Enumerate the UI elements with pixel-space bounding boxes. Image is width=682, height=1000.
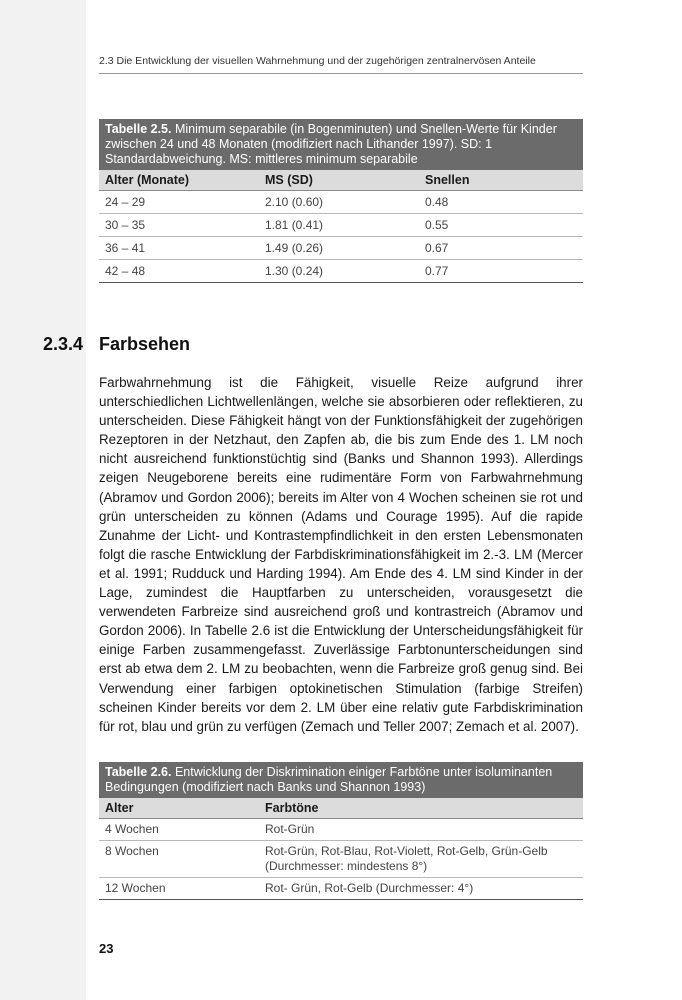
table-cell: Rot-Grün xyxy=(265,822,315,836)
column-header-farbtoene: Farbtöne xyxy=(265,801,319,815)
table-2-6 xyxy=(99,762,583,900)
table-cell: 30 – 35 xyxy=(105,218,146,232)
page-number: 23 xyxy=(99,941,114,956)
table-cell: 4 Wochen xyxy=(105,822,159,836)
table-cell: 0.48 xyxy=(425,195,449,209)
table-label: Tabelle 2.5. xyxy=(105,122,172,136)
table-cell: 2.10 (0.60) xyxy=(265,195,324,209)
section-number: 2.3.4 xyxy=(43,334,84,354)
table-cell: 24 – 29 xyxy=(105,195,146,209)
table-row xyxy=(99,214,583,237)
table-cell: Rot-Grün, Rot-Blau, Rot-Violett, Rot-Gelb, Grün-Gelb (Durchmesser: mindestens 8°) xyxy=(265,844,548,873)
table-cell: 0.77 xyxy=(425,264,449,278)
table-row xyxy=(99,878,583,900)
table-row xyxy=(99,841,583,878)
table-caption xyxy=(99,119,583,170)
table-cell: 12 Wochen xyxy=(105,881,166,895)
table-cell: 1.49 (0.26) xyxy=(265,241,324,255)
table-cell: 1.30 (0.24) xyxy=(265,264,324,278)
page-gutter xyxy=(0,0,86,1000)
table-row xyxy=(99,260,583,283)
section-title: Farbsehen xyxy=(99,334,191,354)
table-cell: 42 – 48 xyxy=(105,264,146,278)
running-head: 2.3 Die Entwicklung der visuellen Wahrnehmung und der zugehörigen zentralnervösen Anteile xyxy=(99,55,536,67)
table-header-row xyxy=(99,170,583,191)
table-row xyxy=(99,237,583,260)
column-header-ms: MS (SD) xyxy=(265,173,313,187)
table-label: Tabelle 2.6. xyxy=(105,765,172,779)
table-caption-text: Entwicklung der Diskrimination einiger Farbtöne unter isoluminanten Bedingungen (modifiziert nach Banks und Shannon 1993) xyxy=(105,765,553,794)
table-cell: 36 – 41 xyxy=(105,241,146,255)
table-2-5 xyxy=(99,119,583,283)
table-cell: 0.67 xyxy=(425,241,449,255)
table-row xyxy=(99,191,583,214)
table-caption xyxy=(99,762,583,798)
column-header-alter: Alter (Monate) xyxy=(105,173,190,187)
table-caption-text: Minimum separabile (in Bogenminuten) und Snellen-Werte für Kinder zwischen 24 und 48 Monaten (modifiziert nach Lithander 1997). SD: 1 Standardabweichung. MS: mittleres minimum separabile xyxy=(105,122,557,166)
table-cell: 8 Wochen xyxy=(105,844,159,858)
header-rule xyxy=(99,73,583,74)
table-row xyxy=(99,819,583,841)
table-header-row xyxy=(99,798,583,819)
table-cell: Rot- Grün, Rot-Gelb (Durchmesser: 4°) xyxy=(265,881,474,895)
column-header-snellen: Snellen xyxy=(425,173,470,187)
table-cell: 0.55 xyxy=(425,218,449,232)
column-header-alter: Alter xyxy=(105,801,134,815)
table-cell: 1.81 (0.41) xyxy=(265,218,324,232)
section-body-paragraph: Farbwahrnehmung ist die Fähigkeit, visuelle Reize aufgrund ihrer unterschiedlichen Lichtwellenlängen, welche sie absorbieren oder reflektieren, zu unterscheiden. Diese Fähigkeit hängt von der Funktionsfähigkeit der zugehörigen Rezeptoren in der Netzhaut, den Zapfen ab, die bis zum Ende des 1. LM noch nicht ausreichend funktionstüchtig sind (Banks und Shannon 1993). Allerdings zeigen Neugeborene bereits eine rudimentäre Form von Farbwahrnehmung (Abramov und Gordon 2006); bereits im Alter von 4 Wochen scheinen sie rot und grün unterscheiden zu können (Adams und Courage 1995). Auf die rapide Zunahme der Licht- und Kontrastempfindlichkeit in den ersten Lebensmonaten folgt die rasche Entwicklung der Farbdiskriminationsfähigkeit im 2.-3. LM (Mercer et al. 1991; Rudduck und Harding 1994). Am Ende des 4. LM sind Kinder in der Lage, zumindest die Hauptfarben zu unterscheiden, vorausgesetzt die verwendeten Farbreize sind ausreichend groß und kontrastreich (Abramov und Gordon 2006). In Tabelle 2.6 ist die Entwicklung der Unterscheidungsfähigkeit für einige Farben zusammengefasst. Zuverlässige Farbtonunterscheidungen sind erst ab etwa dem 2. LM zu beobachten, wenn die Farbreize groß genug sind. Bei Verwendung einer farbigen optokinetischen Stimulation (farbige Streifen) scheinen Kinder bereits vor dem 2. LM über eine relativ gute Farbdiskrimination für rot, blau und grün zu verfügen (Zemach und Teller 2007; Zemach et al. 2007). xyxy=(99,375,583,734)
